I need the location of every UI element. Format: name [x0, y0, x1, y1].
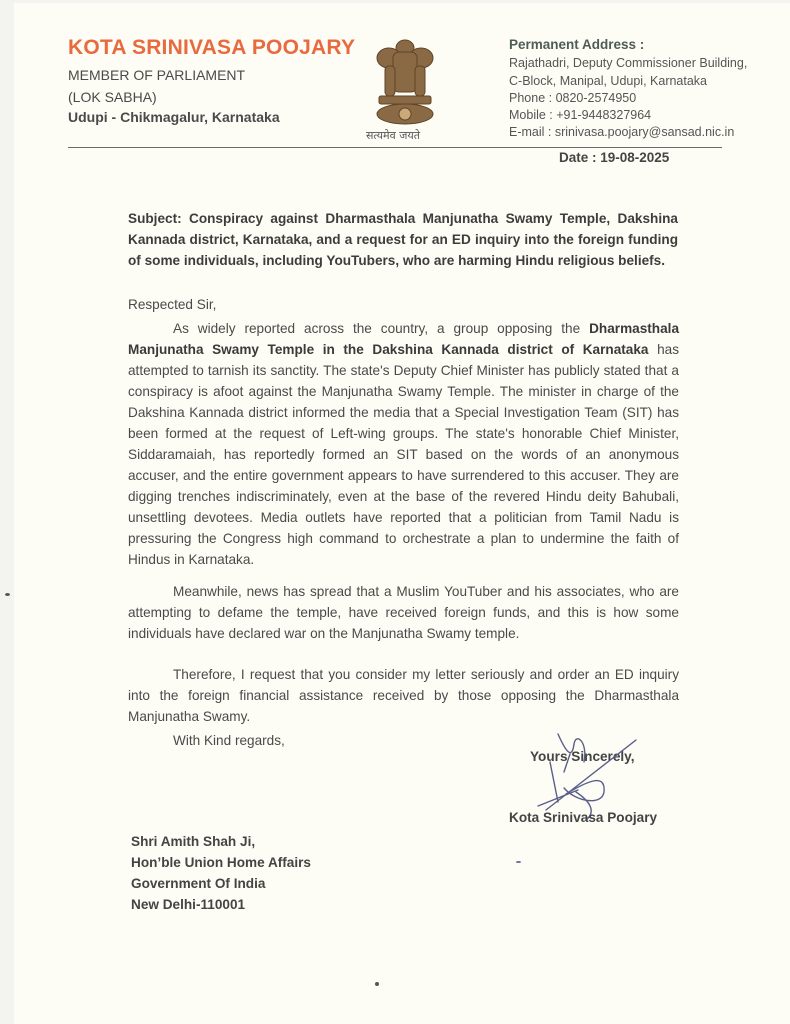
scan-speck — [5, 593, 10, 596]
paragraph-1 — [128, 318, 679, 570]
phone: Phone : 0820-2574950 — [509, 91, 637, 105]
constituency: Udupi - Chikmagalur, Karnataka — [68, 109, 280, 125]
recipient-line-3: Government Of India — [131, 876, 266, 891]
subject: Subject: Conspiracy against Dharmasthala Manjunatha Swamy Temple, Dakshina Kannada district, Karnataka, and a request for an ED inquiry into the foreign funding of some individuals, including YouTubers, who are harming Hindu religious beliefs. — [128, 211, 678, 268]
national-emblem-icon — [369, 28, 441, 144]
emblem-motto: सत्यमेव जयते — [366, 129, 421, 142]
letter-date: Date : 19-08-2025 — [559, 150, 670, 165]
mp-name: KOTA SRINIVASA POOJARY — [68, 36, 356, 59]
salutation: Respected Sir, — [128, 297, 217, 312]
header-divider — [68, 147, 722, 148]
address-line-1: Rajathadri, Deputy Commissioner Building, — [509, 56, 748, 70]
para1-rest: has attempted to tarnish its sanctity. The state's Deputy Chief Minister has publicly stated that a conspiracy is afoot against the Manjunatha Swamy Temple. The minister in charge of the Dakshina Kannada district informed the media that a Special Investigation Team (SIT) has been formed at the request of Left-wing groups. The state's honorable Chief Minister, Siddaramaiah, has reportedly formed an SIT based on the words of an anonymous accuser, and the entire government appears to have surrendered to this accuser. They are digging trenches indiscriminately, even at the base of the revered Hindu deity Bahubali, unsettling devotees. Media outlets have reported that a politician from Tamil Nadu is pressuring the Congress high command to orchestrate a plan to undermine the faith of Hindus in Karnataka. — [128, 342, 679, 567]
para2-text: Meanwhile, news has spread that a Muslim YouTuber and his associates, who are attempting to defame the temple, have received foreign funds, and this is how some individuals have declared war on the Manjunatha Swamy temple. — [128, 584, 679, 641]
email: E-mail : srinivasa.poojary@sansad.nic.in — [509, 125, 735, 139]
mobile: Mobile : +91-9448327964 — [509, 108, 652, 122]
paragraph-2 — [128, 581, 679, 644]
recipient-line-1: Shri Amith Shah Ji, — [131, 834, 256, 849]
designation: MEMBER OF PARLIAMENT — [68, 67, 246, 83]
scan-speck — [516, 861, 521, 863]
address-line-2: C-Block, Manipal, Udupi, Karnataka — [509, 74, 708, 88]
paragraph-3 — [128, 664, 679, 727]
para3-text: Therefore, I request that you consider my letter seriously and order an ED inquiry into the foreign financial assistance received by those opposing the Dharmasthala Manjunatha Swamy. — [128, 667, 679, 724]
recipient-line-2: Hon’ble Union Home Affairs — [131, 855, 311, 870]
signature-icon — [536, 732, 656, 822]
recipient-line-4: New Delhi-110001 — [131, 897, 246, 912]
scan-speck — [375, 982, 379, 986]
para1-bold: Dharmasthala Manjunatha Swamy Temple in the Dakshina Kannada district of Karnataka — [128, 321, 679, 357]
house: (LOK SABHA) — [68, 89, 157, 105]
closing: With Kind regards, — [173, 733, 285, 748]
yours-sincerely: Yours Sincerely, — [530, 749, 635, 764]
address-title: Permanent Address : — [509, 37, 645, 52]
para1-start: As widely reported across the country, a group opposing the — [173, 321, 590, 336]
signatory-name: Kota Srinivasa Poojary — [509, 810, 658, 825]
